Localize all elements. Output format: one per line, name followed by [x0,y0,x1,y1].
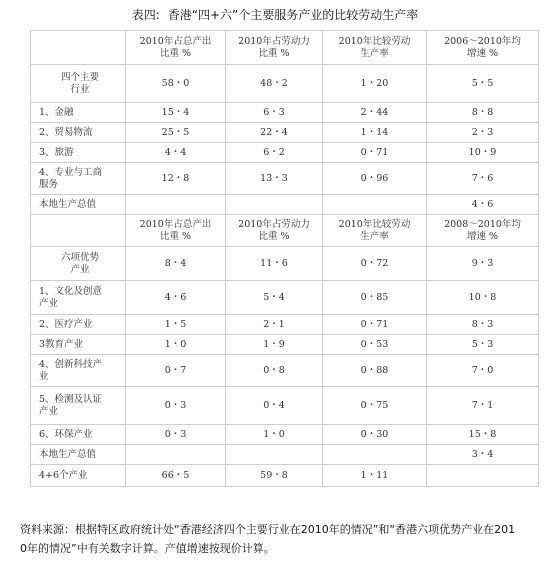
cell-labor-share: 0・8 [226,355,323,387]
row-label: 3教育产业 [31,335,126,355]
cell-labor-share: 0・4 [226,387,323,425]
cell-output-share: 8・4 [126,247,226,281]
cell-labor-share: 6・3 [226,103,323,123]
cell-output-share: 58・0 [126,65,226,103]
cell-labor-share: 11・6 [226,247,323,281]
table-row [31,445,539,465]
cell-output-share: 0・3 [126,425,226,445]
table-row [31,387,539,425]
row-label: 本地生产总值 [31,195,126,215]
cell-labor-share: 22・4 [226,123,323,143]
header-cell: 2010年占总产出 比重 % [126,31,226,65]
cell-labor-share [226,195,323,215]
cell-labor-share [226,445,323,465]
cell-output-share: 0・3 [126,387,226,425]
caption-label: 表四: [131,8,160,22]
table-row [31,281,539,315]
cell-growth: 9・3 [427,247,539,281]
table-row [31,335,539,355]
row-label: 3、旅游 [31,143,126,163]
cell-productivity [323,445,427,465]
cell-growth: 5・5 [427,65,539,103]
cell-productivity: 1・14 [323,123,427,143]
cell-productivity: 0・30 [323,425,427,445]
cell-productivity [323,195,427,215]
row-label: 5、检测及认证 产业 [31,387,126,425]
row-label: 本地生产总值 [31,445,126,465]
header-cell: 2010年比较劳动 生产率 [323,215,427,247]
row-label: 4、专业与工商 服务 [31,163,126,195]
productivity-table [30,30,539,487]
cell-growth: 10・9 [427,143,539,163]
header-cell: 2010年占劳动力 比重 % [226,31,323,65]
cell-growth: 7・1 [427,387,539,425]
header-cell [31,31,126,65]
table-row [31,65,539,103]
cell-growth: 15・8 [427,425,539,445]
table-row [31,425,539,445]
caption-title: 香港“四+六”个主要服务产业的比较劳动生产率 [167,8,419,22]
cell-output-share [126,445,226,465]
header-cell: 2010年占劳动力 比重 % [226,215,323,247]
table2-header-row [31,215,539,247]
cell-productivity: 0・72 [323,247,427,281]
row-label: 6、环保产业 [31,425,126,445]
table-row [31,247,539,281]
cell-output-share: 1・5 [126,315,226,335]
table1-header-row [31,31,539,65]
table-row [31,465,539,487]
header-cell: 2008～2010年均 增速 % [427,215,539,247]
cell-productivity: 0・85 [323,281,427,315]
cell-output-share: 4・6 [126,281,226,315]
cell-growth: 7・6 [427,163,539,195]
cell-productivity: 1・20 [323,65,427,103]
cell-productivity: 0・71 [323,143,427,163]
cell-output-share: 25・5 [126,123,226,143]
cell-growth: 4・6 [427,195,539,215]
cell-productivity: 0・53 [323,335,427,355]
cell-productivity: 0・75 [323,387,427,425]
cell-output-share: 15・4 [126,103,226,123]
cell-labor-share: 5・4 [226,281,323,315]
cell-labor-share: 13・3 [226,163,323,195]
cell-labor-share: 59・8 [226,465,323,487]
source-note [0,520,550,558]
table-row [31,123,539,143]
row-label: 2、医疗产业 [31,315,126,335]
table-row [31,315,539,335]
table-row [31,355,539,387]
cell-productivity: 1・11 [323,465,427,487]
header-cell [31,215,126,247]
cell-labor-share: 1・0 [226,425,323,445]
cell-growth [427,465,539,487]
cell-output-share: 12・8 [126,163,226,195]
cell-output-share [126,195,226,215]
cell-output-share: 1・0 [126,335,226,355]
table-row [31,163,539,195]
table-row [31,103,539,123]
cell-growth: 5・3 [427,335,539,355]
header-cell: 2006～2010年均 增速 % [427,31,539,65]
cell-output-share: 0・7 [126,355,226,387]
cell-productivity: 0・88 [323,355,427,387]
row-label: 四个主要 行业 [31,65,126,103]
cell-growth: 7・0 [427,355,539,387]
cell-labor-share: 48・2 [226,65,323,103]
row-label: 1、文化及创意 产业 [31,281,126,315]
header-cell: 2010年比较劳动 生产率 [323,31,427,65]
row-label: 2、贸易物流 [31,123,126,143]
cell-productivity: 2・44 [323,103,427,123]
cell-growth: 3・4 [427,445,539,465]
row-label: 1、金融 [31,103,126,123]
cell-productivity: 0・96 [323,163,427,195]
cell-labor-share: 1・9 [226,335,323,355]
cell-growth: 10・8 [427,281,539,315]
cell-output-share: 66・5 [126,465,226,487]
table-row [31,143,539,163]
cell-growth: 2・3 [427,123,539,143]
cell-productivity: 0・71 [323,315,427,335]
cell-output-share: 4・4 [126,143,226,163]
source-line-2: 0年的情况”中有关数字计算。产值增速按现价计算。 [20,542,275,555]
cell-growth: 8・8 [427,103,539,123]
table-row [31,195,539,215]
row-label: 4、创新科技产 业 [31,355,126,387]
table-caption [0,6,550,23]
cell-labor-share: 2・1 [226,315,323,335]
source-line-1: 资料来源：根据特区政府统计处“香港经济四个主要行业在2010年的情况”和“香港六项优势产业在201 [20,523,516,536]
row-label: 六项优势 产业 [31,247,126,281]
row-label: 4+6个产业 [31,465,126,487]
cell-labor-share: 6・2 [226,143,323,163]
cell-growth: 8・3 [427,315,539,335]
header-cell: 2010年占总产出 比重 % [126,215,226,247]
